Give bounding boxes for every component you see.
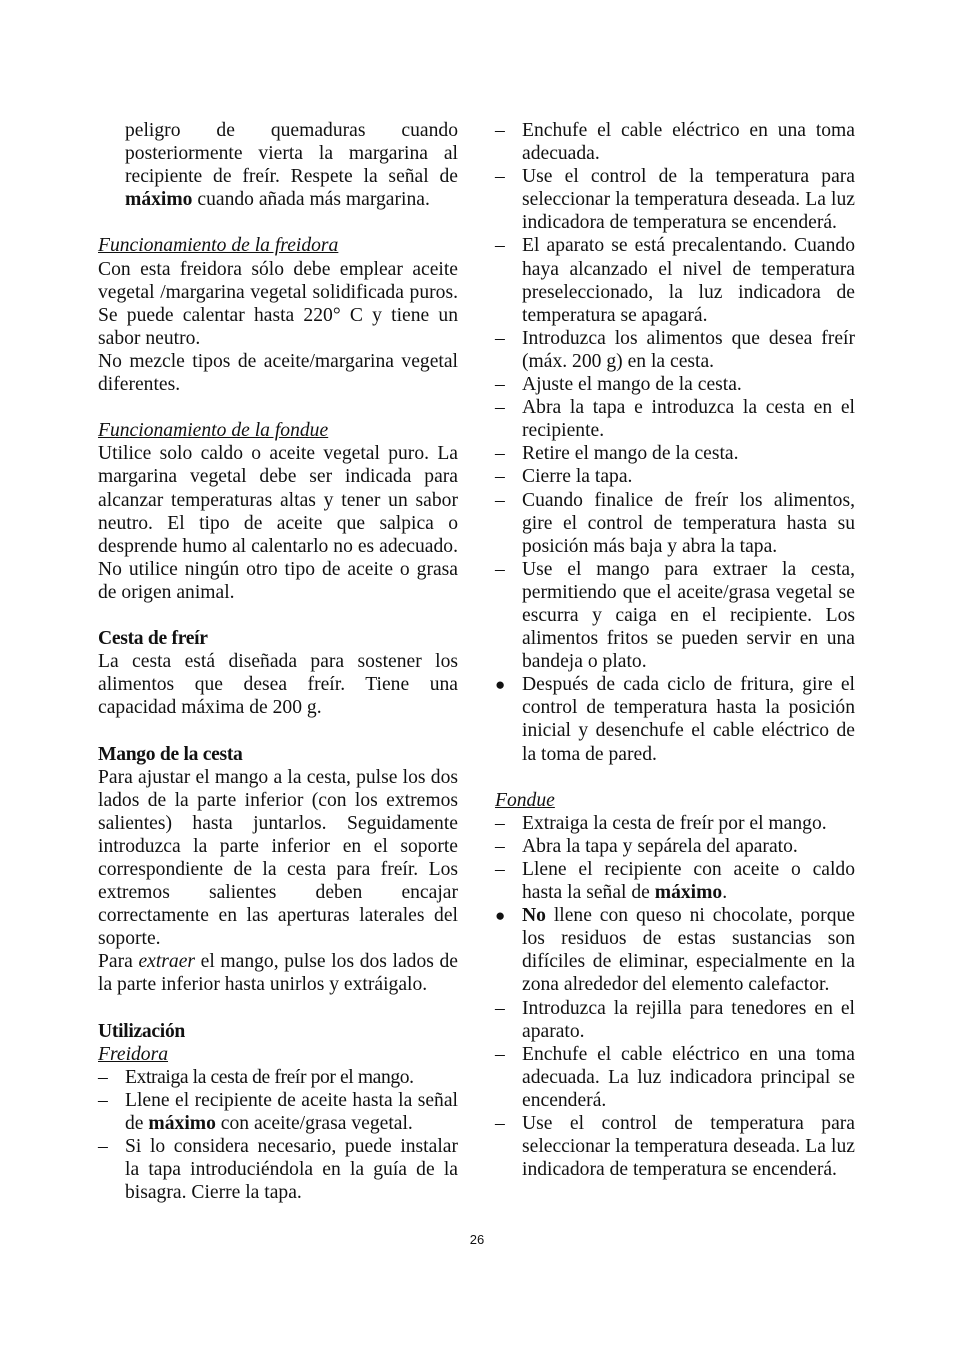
subsection-heading-freidora: Freidora	[98, 1043, 169, 1065]
instruction-list	[495, 119, 855, 766]
italic-text: extraer	[138, 951, 196, 973]
text: Use el control de temperatura para seleccionar la temperatura deseada. La luz indicadora de temperatura se encenderá.	[522, 1113, 855, 1181]
text: .	[722, 882, 728, 904]
dash-marker: –	[495, 397, 505, 419]
instruction-list	[98, 1066, 458, 1205]
text: Cierre la tapa.	[522, 466, 633, 488]
bold-text: máximo	[654, 882, 723, 904]
dash-marker: –	[98, 1089, 108, 1111]
text: Extraiga la cesta de freír por el mango.	[125, 1066, 414, 1088]
text: Retire el mango de la cesta.	[522, 443, 739, 465]
list-item	[495, 442, 855, 465]
text: Use el mango para extraer la cesta, permitiendo que el aceite/grasa vegetal se escurra y caiga en el recipiente. Los alimentos fritos se pueden servir en una bandeja o plato.	[522, 558, 855, 673]
list-item	[495, 373, 855, 396]
bullet-icon: ●	[495, 675, 506, 695]
right-column	[495, 119, 855, 1181]
list-item	[98, 1066, 458, 1089]
list-item	[495, 234, 855, 326]
dash-marker: –	[495, 859, 505, 880]
paragraph: Utilice solo caldo o aceite vegetal puro. La margarina vegetal debe ser indicada para alcanzar temperaturas altas y tener un sabor neutro. El tipo de aceite que salpica o desprende humo al calentarlo no es adecuado. No utilice ningún otro tipo de aceite o grasa de origen animal.	[98, 443, 458, 603]
dash-marker: –	[495, 466, 505, 488]
list-item	[495, 858, 855, 904]
left-column	[98, 119, 458, 1204]
dash-marker: –	[495, 235, 505, 257]
list-item	[495, 835, 855, 858]
text: peligro de quemaduras cuando posteriormente vierta la margarina al recipiente de freír. Respete la señal de	[125, 120, 458, 188]
dash-marker: –	[495, 489, 505, 511]
section-heading-cesta: Cesta de freír	[98, 628, 208, 650]
list-item	[495, 396, 855, 442]
text: Introduzca la rejilla para tenedores en el aparato.	[522, 997, 855, 1042]
section-heading-mango: Mango de la cesta	[98, 743, 243, 765]
text: Llene el recipiente de aceite hasta la señal de	[125, 1089, 458, 1135]
dash-marker: –	[495, 374, 505, 396]
text: Enchufe el cable eléctrico en una toma adecuada.	[522, 120, 855, 165]
continued-paragraph	[98, 119, 458, 211]
bullet-icon: ●	[495, 906, 506, 926]
dash-marker: –	[495, 558, 505, 580]
dash-marker: –	[495, 327, 505, 349]
list-item	[98, 1089, 458, 1135]
list-item	[98, 1135, 458, 1204]
text: Ajuste el mango de la cesta.	[522, 374, 742, 396]
list-item	[495, 673, 855, 765]
list-item	[495, 1112, 855, 1181]
text: Cuando finalice de freír los alimentos, gire el control de temperatura hasta su posición más baja y abra la tapa.	[522, 489, 855, 557]
section-heading-utilizacion: Utilización	[98, 1020, 186, 1042]
text: Abra la tapa e introduzca la cesta en el recipiente.	[522, 397, 855, 442]
dash-marker: –	[98, 1066, 108, 1088]
text: Extraiga la cesta de freír por el mango.	[522, 812, 827, 834]
text: Introduzca los alimentos que desea freír (máx. 200 g) en la cesta.	[522, 327, 855, 372]
list-item	[495, 465, 855, 488]
paragraph: La cesta está diseñada para sostener los alimentos que desea freír. Tiene una capacidad máxima de 200 g.	[98, 651, 458, 719]
dash-marker: –	[495, 166, 505, 188]
text: cuando añada más margarina.	[192, 189, 430, 211]
text: Llene el recipiente con aceite o caldo hasta la señal de	[522, 859, 855, 904]
dash-marker: –	[495, 1043, 505, 1065]
text: Enchufe el cable eléctrico en una toma adecuada. La luz indicadora principal se encenderá.	[522, 1043, 855, 1111]
subsection-heading-fondue: Fondue	[495, 789, 555, 811]
paragraph: Con esta freidora sólo debe emplear aceite vegetal /margarina vegetal solidificada puros. Se puede calentar hasta 220° C y tiene un sabor neutro.	[98, 258, 458, 349]
paragraph	[98, 950, 458, 996]
list-item	[495, 558, 855, 673]
text: Use el control de la temperatura para seleccionar la temperatura deseada. La luz indicadora de temperatura se encenderá.	[522, 166, 855, 234]
list-item	[495, 812, 855, 835]
dash-marker: –	[495, 835, 505, 857]
section-heading-freidora: Funcionamiento de la freidora	[98, 235, 339, 257]
instruction-list	[495, 812, 855, 1182]
bold-text: máximo	[125, 189, 193, 211]
list-item	[495, 119, 855, 165]
dash-marker: –	[495, 1113, 505, 1135]
text: Después de cada ciclo de fritura, gire el control de temperatura hasta la posición inicial y desenchufe el cable eléctrico de la toma de pared.	[522, 674, 855, 765]
list-item	[495, 327, 855, 373]
paragraph: No mezcle tipos de aceite/margarina vegetal diferentes.	[98, 350, 458, 396]
section-heading-fondue: Funcionamiento de la fondue	[98, 420, 329, 442]
list-item	[495, 489, 855, 558]
text: con aceite/grasa vegetal.	[215, 1113, 413, 1135]
text: llene con queso ni chocolate, porque los residuos de estas sustancias son difíciles de eliminar, especialmente en la zona alrededor del elemento calefactor.	[522, 905, 855, 996]
bold-text: máximo	[148, 1113, 216, 1135]
text: El aparato se está precalentando. Cuando haya alcanzado el nivel de temperatura preseleccionado, la luz indicadora de temperatura se apagará.	[522, 235, 855, 326]
dash-marker: –	[495, 997, 505, 1019]
text: Si lo considera necesario, puede instalar la tapa introduciéndola en la guía de la bisagra. Cierre la tapa.	[125, 1136, 458, 1204]
list-item	[495, 1043, 855, 1112]
page-number: 26	[469, 1232, 485, 1247]
dash-marker: –	[495, 812, 505, 834]
dash-marker: –	[98, 1136, 108, 1158]
dash-marker: –	[495, 120, 505, 141]
text: el mango, pulse los dos lados de la parte inferior hasta unirlos y extráigalo.	[98, 951, 459, 996]
paragraph: Para ajustar el mango a la cesta, pulse los dos lados de la parte inferior (con los extremos salientes) hasta juntarlos. Seguidamente introduzca la parte inferior en el soporte correspondiente de la cesta para freír. Los extremos salientes deben encajar correctamente en las aperturas laterales del soporte.	[98, 766, 458, 950]
bold-text: No	[522, 905, 546, 927]
text: Abra la tapa y sepárela del aparato.	[522, 835, 798, 857]
text: Para	[98, 951, 139, 973]
list-item	[495, 997, 855, 1043]
list-item	[495, 904, 855, 996]
list-item	[495, 165, 855, 234]
dash-marker: –	[495, 443, 505, 465]
